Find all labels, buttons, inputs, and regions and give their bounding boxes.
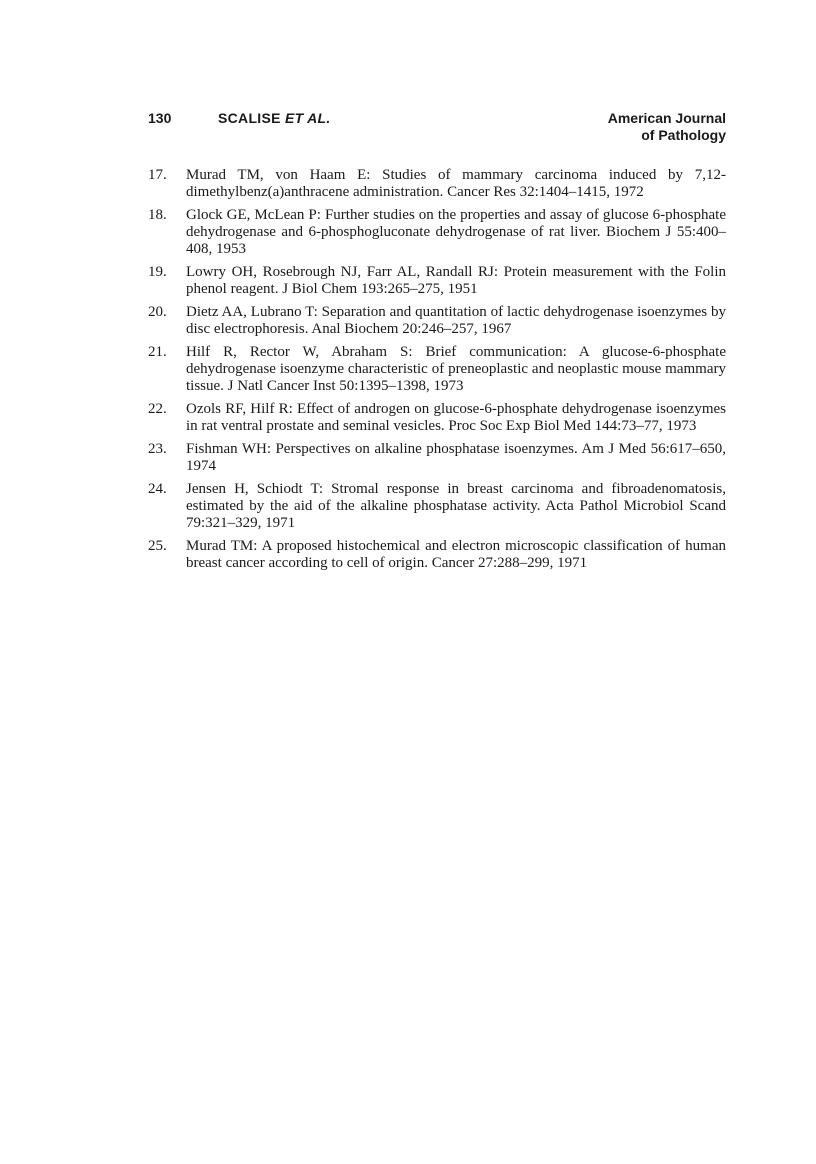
- journal-name-line2: of Pathology: [641, 127, 726, 143]
- reference-text: Hilf R, Rector W, Abraham S: Brief communication: A glucose-6-phosphate dehydrogenase isoenzyme characteristic of preneoplastic and neoplastic mouse mammary tissue. J Natl Cancer Inst 50:1395–1398, 1973: [186, 344, 726, 394]
- reference-text: Dietz AA, Lubrano T: Separation and quantitation of lactic dehydrogenase isoenzymes by disc electrophoresis. Anal Biochem 20:246–257, 1967: [186, 304, 726, 337]
- reference-item: [148, 207, 726, 258]
- running-head-authors: SCALISE: [218, 110, 281, 126]
- running-head-etal: ET AL.: [284, 110, 331, 126]
- reference-number: 19.: [148, 264, 167, 280]
- reference-text: Murad TM: A proposed histochemical and electron microscopic classification of human breast cancer according to cell of origin. Cancer 27:288–299, 1971: [186, 538, 726, 571]
- reference-item: [148, 441, 726, 475]
- running-head: [218, 110, 331, 127]
- reference-number: 17.: [148, 167, 167, 183]
- reference-number: 20.: [148, 304, 167, 320]
- reference-text: Glock GE, McLean P: Further studies on the properties and assay of glucose 6-phosphate dehydrogenase and 6-phosphogluconate dehydrogenase of rat liver. Biochem J 55:400–408, 1953: [186, 207, 726, 257]
- reference-item: [148, 264, 726, 298]
- reference-item: [148, 481, 726, 532]
- reference-item: [148, 304, 726, 338]
- page-number: 130: [148, 110, 172, 126]
- page-header: [148, 110, 726, 150]
- reference-item: [148, 344, 726, 395]
- reference-list: [148, 167, 726, 578]
- reference-item: [148, 538, 726, 572]
- reference-text: Lowry OH, Rosebrough NJ, Farr AL, Randall RJ: Protein measurement with the Folin phenol reagent. J Biol Chem 193:265–275, 1951: [186, 264, 726, 297]
- reference-text: Jensen H, Schiodt T: Stromal response in breast carcinoma and fibroadenomatosis, estimated by the aid of the alkaline phosphatase activity. Acta Pathol Microbiol Scand 79:321–329, 1971: [186, 481, 726, 531]
- reference-number: 24.: [148, 481, 167, 497]
- reference-item: [148, 167, 726, 201]
- reference-text: Fishman WH: Perspectives on alkaline phosphatase isoenzymes. Am J Med 56:617–650, 1974: [186, 441, 726, 474]
- reference-item: [148, 401, 726, 435]
- reference-text: Murad TM, von Haam E: Studies of mammary carcinoma induced by 7,12-dimethylbenz(a)anthracene administration. Cancer Res 32:1404–1415, 1972: [186, 167, 726, 200]
- reference-text: Ozols RF, Hilf R: Effect of androgen on glucose-6-phosphate dehydrogenase isoenzymes in rat ventral prostate and seminal vesicles. Proc Soc Exp Biol Med 144:73–77, 1973: [186, 401, 726, 434]
- journal-name: [608, 110, 726, 144]
- reference-number: 22.: [148, 401, 167, 417]
- reference-number: 18.: [148, 207, 167, 223]
- reference-number: 23.: [148, 441, 167, 457]
- reference-number: 21.: [148, 344, 167, 360]
- journal-name-line1: American Journal: [607, 110, 726, 126]
- reference-number: 25.: [148, 538, 167, 554]
